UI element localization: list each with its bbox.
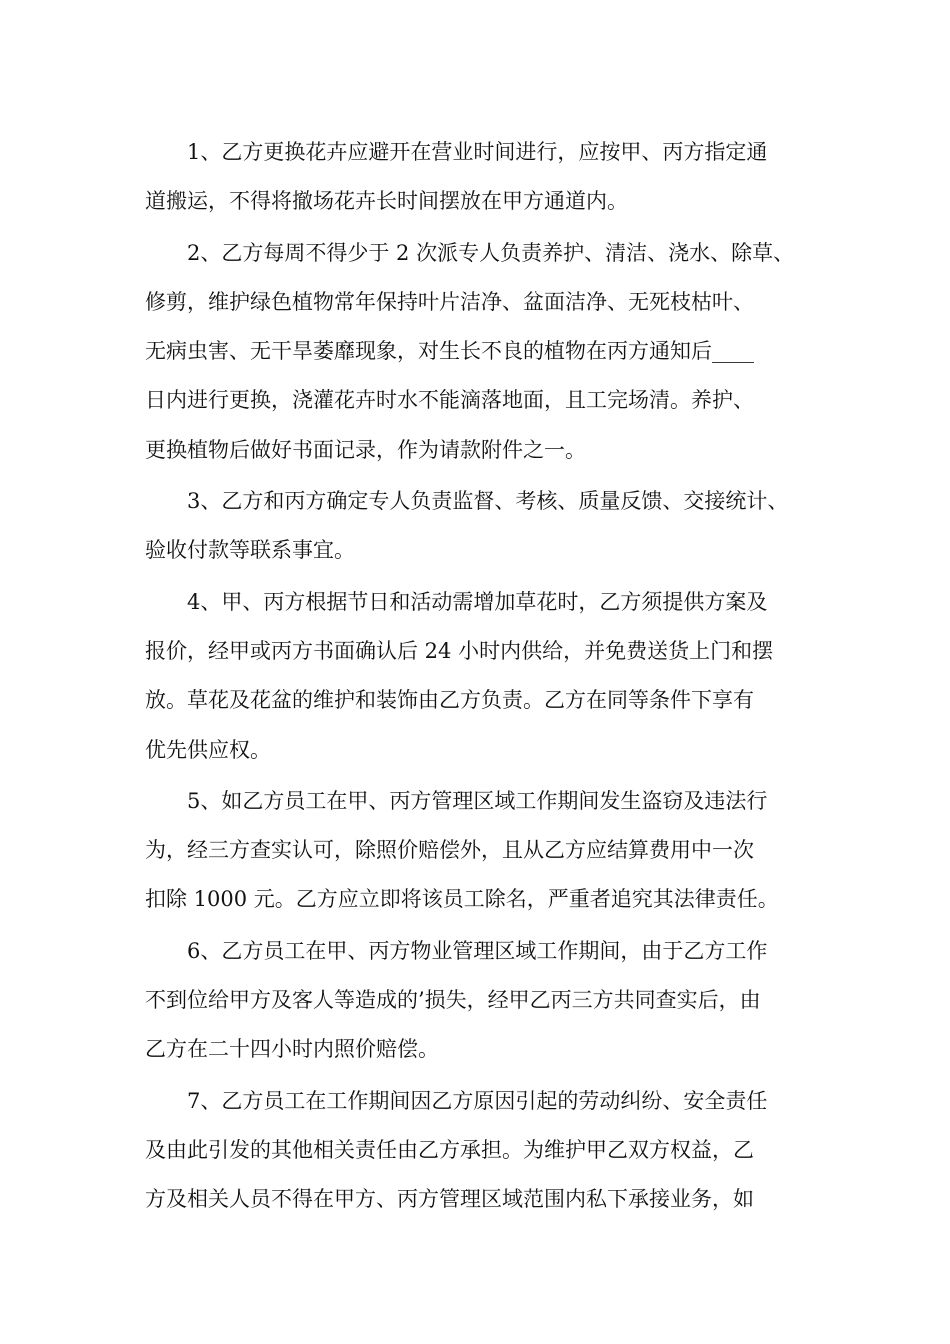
clause-3-line-1: 3、乙方和丙方确定专人负责监督、考核、质量反馈、交接统计、 xyxy=(187,489,789,514)
clause-6-line-1: 6、乙方员工在甲、丙方物业管理区域工作期间，由于乙方工作 xyxy=(187,938,768,963)
clause-3-line-2: 验收付款等联系事宜。 xyxy=(145,538,355,563)
clause-4-line-3: 放。草花及花盆的维护和装饰由乙方负责。乙方在同等条件下享有 xyxy=(145,688,754,713)
clause-7-line-3: 方及相关人员不得在甲方、丙方管理区域范围内私下承接业务，如 xyxy=(145,1187,754,1212)
clause-2-line-4: 日内进行更换，浇灌花卉时水不能滴落地面，且工完场清。养护、 xyxy=(145,388,754,413)
clause-3 xyxy=(145,477,825,576)
clause-5-line-3: 扣除 1000 元。乙方应立即将该员工除名，严重者追究其法律责任。 xyxy=(145,887,779,912)
clause-4-line-2: 报价，经甲或丙方书面确认后 24 小时内供给，并免费送货上门和摆 xyxy=(145,638,774,663)
clause-2-line-2: 修剪，维护绿色植物常年保持叶片洁净、盆面洁净、无死枝枯叶、 xyxy=(145,289,754,314)
clause-4 xyxy=(145,578,825,775)
clause-7 xyxy=(145,1077,825,1225)
clause-2 xyxy=(145,229,825,475)
clause-6 xyxy=(145,927,825,1075)
document-body xyxy=(145,128,825,1227)
clause-1-line-1: 1、乙方更换花卉应避开在营业时间进行，应按甲、丙方指定通 xyxy=(187,140,768,164)
clause-6-line-2: 不到位给甲方及客人等造成的’损失，经甲乙丙三方共同查实后，由 xyxy=(145,988,761,1013)
clause-2-line-5: 更换植物后做好书面记录，作为请款附件之一。 xyxy=(145,437,586,462)
clause-4-line-4: 优先供应权。 xyxy=(145,737,271,762)
clause-5-line-1: 5、如乙方员工在甲、丙方管理区域工作期间发生盗窃及违法行 xyxy=(187,788,768,813)
clause-2-line-3: 无病虫害、无干旱萎靡现象，对生长不良的植物在丙方通知后____ xyxy=(145,339,754,364)
clause-2-line-1: 2、乙方每周不得少于 2 次派专人负责养护、清洁、浇水、除草、 xyxy=(187,240,795,265)
clause-5 xyxy=(145,777,825,925)
clause-6-line-3: 乙方在二十四小时内照价赔偿。 xyxy=(145,1037,439,1062)
clause-7-line-1: 7、乙方员工在工作期间因乙方原因引起的劳动纠纷、安全责任 xyxy=(187,1088,768,1113)
clause-1 xyxy=(145,128,825,227)
clause-5-line-2: 为，经三方查实认可，除照价赔偿外，且从乙方应结算费用中一次 xyxy=(145,838,754,863)
clause-7-line-2: 及由此引发的其他相关责任由乙方承担。为维护甲乙双方权益，乙 xyxy=(145,1137,754,1162)
clause-1-line-2: 道搬运，不得将撤场花卉长时间摆放在甲方通道内。 xyxy=(145,189,628,214)
clause-4-line-1: 4、甲、丙方根据节日和活动需增加草花时，乙方须提供方案及 xyxy=(187,589,768,614)
